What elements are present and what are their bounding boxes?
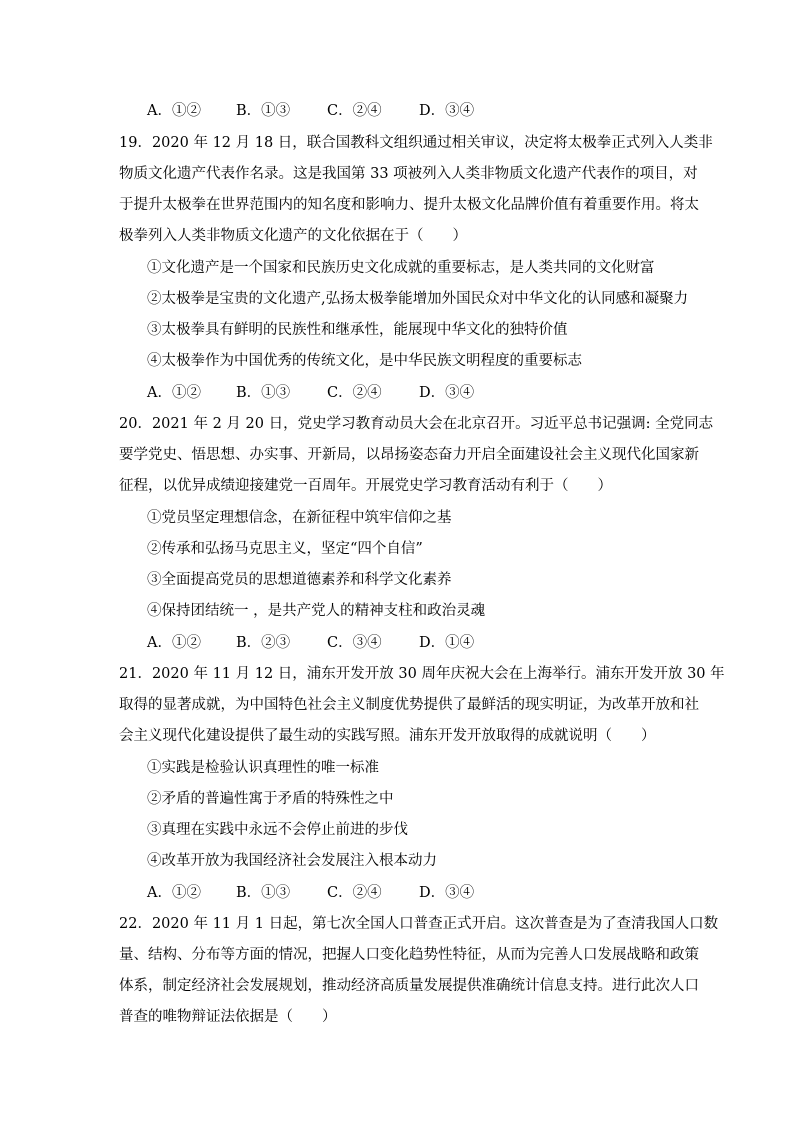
- question-21-option-4: ④改革开放为我国经济社会发展注入根本动力: [147, 853, 437, 869]
- choice-d: D．③④: [419, 885, 475, 901]
- choice-a: A．①②: [147, 635, 201, 651]
- choice-b: B．①③: [236, 385, 291, 401]
- question-19-option-3: ③太极拳具有鲜明的民族性和继承性，能展现中华文化的独特价值: [147, 322, 568, 338]
- question-21-option-3: ③真理在实践中永远不会停止前进的步伐: [147, 822, 408, 838]
- choice-d: D．③④: [419, 103, 475, 119]
- question-22-line-4: 普查的唯物辩证法依据是（ ）: [119, 1009, 337, 1025]
- choice-c: C．②④: [327, 385, 382, 401]
- question-20-line-2: 要学党史、悟思想、办实事、开新局，以昂扬姿态奋力开启全面建设社会主义现代化国家新: [119, 447, 699, 463]
- question-21-line-3: 会主义现代化建设提供了最生动的实践写照。浦东开发开放取得的成就说明（ ）: [119, 728, 656, 744]
- choice-c: C．③④: [327, 635, 382, 651]
- question-22-line-3: 体系，制定经济社会发展规划，推动经济高质量发展提供准确统计信息支持。进行此次人口: [119, 978, 699, 994]
- question-20-option-3: ③全面提高党员的思想道德素养和科学文化素养: [147, 572, 452, 588]
- question-22-line-1: 22．2020 年 11 月 1 日起，第七次全国人口普查正式开启。这次普查是为了查清我国人口数: [119, 916, 719, 932]
- choice-b: B．②③: [236, 635, 291, 651]
- choice-b: B．①③: [236, 103, 291, 119]
- choice-d: D．③④: [419, 385, 475, 401]
- question-19-option-1: ①文化遗产是一个国家和民族历史文化成就的重要标志，是人类共同的文化财富: [147, 260, 655, 276]
- question-19-option-2: ②太极拳是宝贵的文化遗产,弘扬太极拳能增加外国民众对中华文化的认同感和凝聚力: [147, 291, 689, 307]
- question-21-line-1: 21．2020 年 11 月 12 日，浦东开发开放 30 周年庆祝大会在上海举行。浦东开发开放 30 年: [119, 666, 725, 682]
- question-21-line-2: 取得的显著成就，为中国特色社会主义制度优势提供了最鲜活的现实明证，为改革开放和社: [119, 697, 699, 713]
- question-21-option-2: ②矛盾的普遍性寓于矛盾的特殊性之中: [147, 791, 394, 807]
- choice-a: A．①②: [147, 103, 201, 119]
- choice-a: A．①②: [147, 885, 201, 901]
- question-20-line-3: 征程，以优异成绩迎接建党一百周年。开展党史学习教育活动有利于（ ）: [119, 478, 612, 494]
- question-19-line-4: 极拳列入人类非物质文化遗产的文化依据在于（ ）: [119, 228, 467, 244]
- question-22-line-2: 量、结构、分布等方面的情况，把握人口变化趋势性特征，从而为完善人口发展战略和政策: [119, 947, 699, 963]
- choice-d: D．①④: [419, 635, 475, 651]
- question-20-option-1: ①党员坚定理想信念，在新征程中筑牢信仰之基: [147, 510, 452, 526]
- question-20-line-1: 20．2021 年 2 月 20 日，党史学习教育动员大会在北京召开。习近平总书记强调: 全党同志: [119, 416, 714, 432]
- question-19-option-4: ④太极拳作为中国优秀的传统文化，是中华民族文明程度的重要标志: [147, 353, 582, 369]
- choice-b: B．①③: [236, 885, 291, 901]
- question-19-line-3: 于提升太极拳在世界范围内的知名度和影响力、提升太极文化品牌价值有着重要作用。将太: [119, 197, 699, 213]
- choice-c: C．②④: [327, 885, 382, 901]
- question-20-option-4: ④保持团结统一 ，是共产党人的精神支柱和政治灵魂: [147, 603, 486, 619]
- question-19-line-2: 物质文化遗产代表作名录。这是我国第 33 项被列入人类非物质文化遗产代表作的项目，对: [119, 166, 698, 182]
- question-21-option-1: ①实践是检验认识真理性的唯一标准: [147, 760, 379, 776]
- choice-c: C．②④: [327, 103, 382, 119]
- choice-a: A．①②: [147, 385, 201, 401]
- question-20-option-2: ②传承和弘扬马克思主义，坚定“四个自信”: [147, 541, 423, 557]
- question-19-line-1: 19．2020 年 12 月 18 日，联合国教科文组织通过相关审议，决定将太极拳正式列入人类非: [119, 135, 713, 151]
